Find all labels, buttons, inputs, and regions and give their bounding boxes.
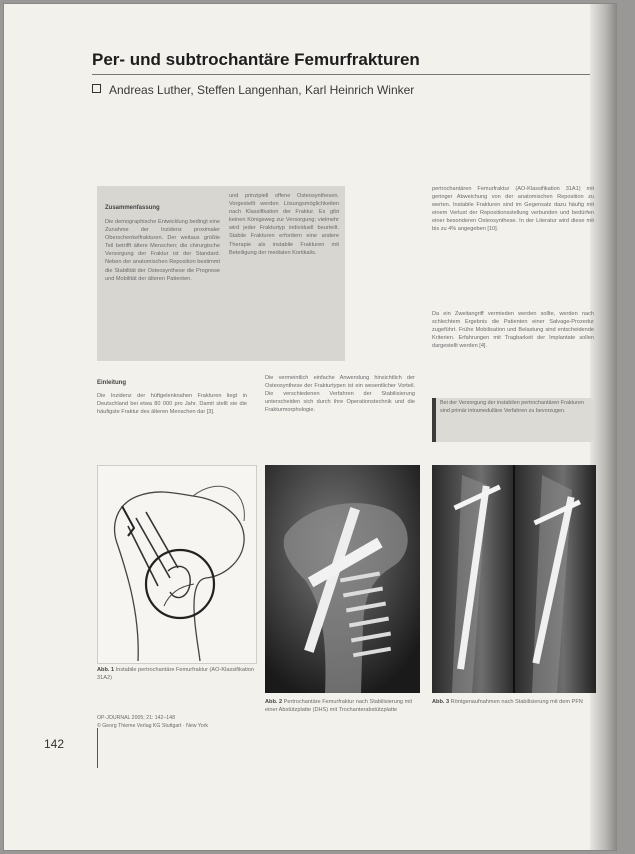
figure-3-label: Abb. 3: [432, 699, 450, 705]
figure-2-caption: [265, 698, 420, 714]
right-col-text1-p: pertrochantären Femurfraktur (AO-Klassifikation 31A1) mit geringer Abweichung von der anatomischen Reposition zu werten. Instabile Frakturen sind im Gegensatz dazu häufig mit einem Verlust der Repositionsstellung verbunden und bedürfen einer besonderen Osteosynthese. In der Literatur wird diese mit bis zu 4% angegeben [10].: [432, 186, 594, 233]
intro-col2-text: Die vermeintlich einfache Anwendung hinsichtlich der Osteosynthese der Frakturtypen ist ein wesentlicher Vorteil. Die verschiedenen Verfahren der Stabilisierung unterscheiden sich durch ihre Operationstechnik und die Frakturmorphologie.: [265, 375, 415, 414]
highlight-note: Bei der Versorgung der instabilen pertrochantären Frakturen sind primär intramedulläre Verfahren zu bevorzugen.: [432, 398, 594, 442]
summary-col1-text: Die demographische Entwicklung bedingt eine Zunahme der Inzidenz proximaler Oberschenkelfrakturen. Der weitaus größte Teil betrifft ältere Menschen; die chirurgische Versorgung der Fraktur ist der Standard. Neben der anatomischen Reposition bestimmt die Stabilität der Osteosynthese die Prognose und Mobilität der älteren Patienten.: [105, 219, 220, 282]
article-title: Per- und subtrochantäre Femurfrakturen: [92, 50, 420, 69]
title-rule: [92, 74, 590, 75]
article-authors: [92, 83, 414, 97]
figure-1-caption: [97, 666, 255, 682]
intro-heading: Einleitung: [97, 380, 126, 386]
figure-1-femur-drawing: [97, 465, 257, 664]
figure-1-caption-text: Instabile pertrochantäre Femurfraktur (AO-Klassifikation 31A2): [97, 667, 255, 681]
right-col-text2-p: Da ein Zweitangriff vermieden werden sollte, werden nach schlechtem Ergebnis die Patienten einer Salvage-Prozedur zugeführt. Frühe Mobilisation und Belastung sind entscheidende Kriterien. Erfahrungen mit Tragbarkeit der Implantate sollen dargestellt werden [4].: [432, 311, 594, 350]
xray-nail-image: [432, 465, 596, 693]
author-bullet-icon: [92, 84, 101, 93]
page-number: 142: [44, 737, 65, 751]
intro-col2: [265, 374, 415, 414]
right-col-text1: [432, 185, 594, 234]
summary-col2: [229, 192, 339, 257]
summary-col1: [105, 218, 220, 283]
summary-heading: Zusammenfassung: [105, 205, 160, 211]
footer-line-2: © Georg Thieme Verlag KG Stuttgart · New York: [97, 722, 208, 729]
figure-3-xray-nail: [432, 465, 596, 693]
figure-2-xray-plate: [265, 465, 420, 693]
page-number-rule: [97, 728, 98, 768]
figure-2-label: Abb. 2: [265, 699, 283, 705]
intro-col1: [97, 392, 247, 416]
xray-plate-image: [265, 465, 420, 693]
figure-3-caption: [432, 698, 596, 706]
journal-page: [4, 4, 616, 850]
intro-col1-text: Die Inzidenz der hüftgelenknahen Frakturen liegt in Deutschland bei etwa 80 000 pro Jahr. Damit stellt sie die häufigste Fraktur des älteren Menschen dar [3].: [97, 393, 247, 416]
summary-col2-text: und prinzipiell offene Osteosynthesen. Vorgestellt werden Lösungsmöglichkeiten nach Klassifikation der Fraktur. Es gibt keinen Königsweg zur Versorgung; vielmehr wird jeder Frakturtyp individuell beurteilt. Stabile Frakturen erfordern eine andere Therapie als instabile Frakturen mit Beteiligung der medialen Kortikalis.: [229, 193, 339, 256]
figure-2-caption-text: Pertrochantäre Femurfraktur nach Stabilisierung mit einer Abstützplatte (DHS) mit Trochanterabstützplatte: [265, 699, 413, 713]
authors-text: Andreas Luther, Steffen Langenhan, Karl Heinrich Winker: [109, 83, 415, 97]
right-col-text2: [432, 310, 594, 350]
page-footer: [97, 715, 257, 730]
footer-line-1: OP-JOURNAL 2005; 21: 142–148: [97, 715, 175, 721]
figure-3-caption-text: Röntgenaufnahmen nach Stabilisierung mit dem PFN: [450, 699, 583, 705]
figure-1-label: Abb. 1: [97, 667, 115, 673]
femur-drawing: [98, 466, 256, 663]
